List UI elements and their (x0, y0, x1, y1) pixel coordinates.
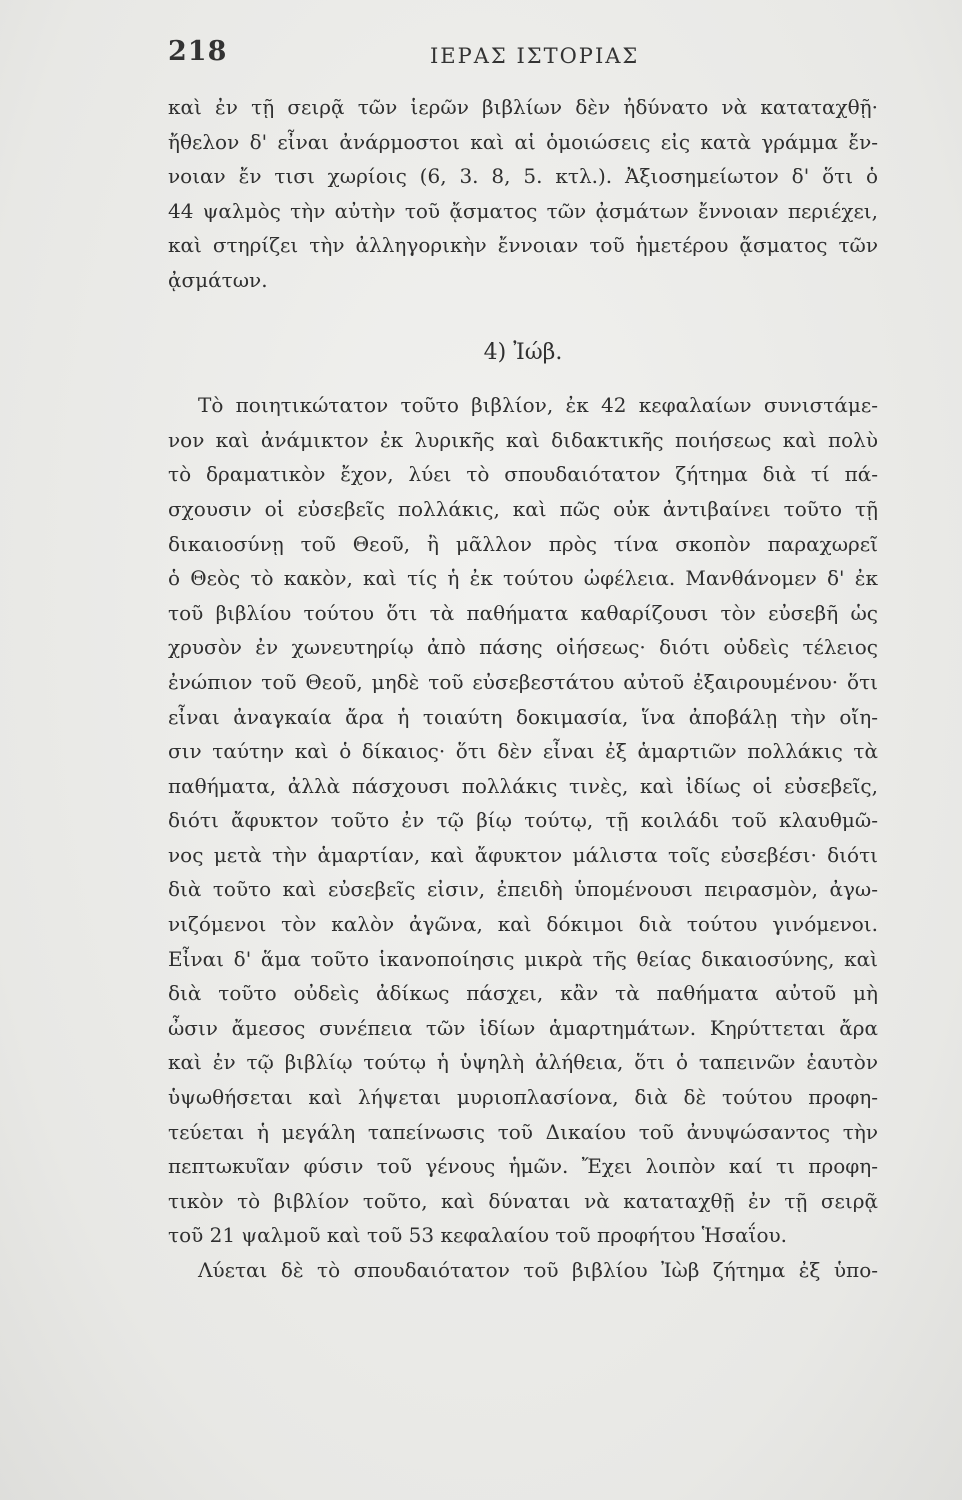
paragraph-job (168, 388, 878, 1253)
text-line: νοιαν ἔν τισι χωρίοις (6, 3. 8, 5. κτλ.). Ἀξιοσημείωτον δ' ὅτι ὁ (168, 164, 878, 189)
text-line: ἐνώπιον τοῦ Θεοῦ, μηδὲ τοῦ εὐσεβεστάτου αὐτοῦ ἐξαιρουμένου· ὅτι (168, 669, 878, 694)
text-line: ἤθελον δ' εἶναι ἀνάρμοστοι καὶ αἱ ὁμοιώσεις εἰς κατὰ γράμμα ἔν- (168, 129, 878, 154)
text-line: καὶ ἐν τῇ σειρᾷ τῶν ἱερῶν βιβλίων δὲν ἠδύνατο νὰ καταταχθῇ· (168, 95, 878, 119)
text-line: δικαιοσύνῃ τοῦ Θεοῦ, ἢ μᾶλλον πρὸς τίνα σκοπὸν παραχωρεῖ (168, 531, 878, 556)
paragraph-continuation (168, 1253, 878, 1288)
text-line: ὁ Θεὸς τὸ κακὸν, καὶ τίς ἡ ἐκ τούτου ὠφέλεια. Μανθάνομεν δ' ἐκ (168, 566, 878, 591)
text-line: 44 ψαλμὸς τὴν αὐτὴν τοῦ ᾄσματος τῶν ᾀσμάτων ἔννοιαν περιέχει, (168, 198, 878, 223)
text-line: Λύεται δὲ τὸ σπουδαιότατον τοῦ βιβλίου Ἰὼβ ζήτημα ἐξ ὑπο- (198, 1258, 878, 1282)
page-body (168, 90, 878, 1288)
text-line: τεύεται ἡ μεγάλη ταπείνωσις τοῦ Δικαίου τοῦ ἀνυψώσαντος τὴν (168, 1119, 878, 1144)
text-line: ὑψωθήσεται καὶ λήψεται μυριοπλασίονα, διὰ δὲ τούτου προφη- (168, 1085, 878, 1110)
text-line: καὶ ἐν τῷ βιβλίῳ τούτῳ ἡ ὑψηλὴ ἀλήθεια, ὅτι ὁ ταπεινῶν ἑαυτὸν (168, 1050, 878, 1075)
text-line: πεπτωκυῖαν φύσιν τοῦ γένους ἡμῶν. Ἔχει λοιπὸν καί τι προφη- (168, 1154, 878, 1179)
text-line: Τὸ ποιητικώτατον τοῦτο βιβλίον, ἐκ 42 κεφαλαίων συνιστάμε- (198, 393, 878, 418)
section-heading: 4) Ἰώβ. (483, 339, 563, 365)
text-line: νον καὶ ἀνάμικτον ἐκ λυρικῆς καὶ διδακτικῆς ποιήσεως καὶ πολὺ (168, 427, 878, 452)
text-line: Εἶναι δ' ἅμα τοῦτο ἱκανοποίησις μικρὰ τῆς θείας δικαιοσύνης, καὶ (168, 946, 878, 971)
text-line: ὦσιν ἄμεσος συνέπεια τῶν ἰδίων ἁμαρτημάτων. Κηρύττεται ἄρα (168, 1015, 878, 1040)
text-line: σιν ταύτην καὶ ὁ δίκαιος· ὅτι δὲν εἶναι ἐξ ἁμαρτιῶν πολλάκις τὰ (168, 739, 878, 764)
running-head: ΙΕΡΑΣ ΙΣΤΟΡΙΑΣ (430, 44, 640, 68)
text-line: διότι ἄφυκτον τοῦτο ἐν τῷ βίῳ τούτῳ, τῇ κοιλάδι τοῦ κλαυθμῶ- (168, 808, 878, 833)
text-line: τικὸν τὸ βιβλίον τοῦτο, καὶ δύναται νὰ καταταχθῇ ἐν τῇ σειρᾷ (168, 1188, 878, 1213)
paragraph-intro (168, 90, 878, 298)
text-line: χρυσὸν ἐν χωνευτηρίῳ ἀπὸ πάσης οἰήσεως· διότι οὐδεὶς τέλειος (168, 635, 878, 660)
text-line: εἶναι ἀναγκαία ἄρα ἡ τοιαύτη δοκιμασία, ἵνα ἀποβάλῃ τὴν οἴη- (168, 704, 878, 729)
text-line: παθήματα, ἀλλὰ πάσχουσι πολλάκις τινὲς, καὶ ἰδίως οἱ εὐσεβεῖς, (168, 773, 878, 798)
text-line: νιζόμενοι τὸν καλὸν ἀγῶνα, καὶ δόκιμοι διὰ τούτου γινόμενοι. (168, 912, 878, 937)
text-line: διὰ τοῦτο οὐδεὶς ἀδίκως πάσχει, κἂν τὰ παθήματα αὐτοῦ μὴ (168, 981, 878, 1006)
text-line: νος μετὰ τὴν ἁμαρτίαν, καὶ ἄφυκτον μάλιστα τοῖς εὐσεβέσι· διότι (168, 842, 878, 867)
text-line: ᾀσμάτων. (168, 267, 268, 292)
text-line: σχουσιν οἱ εὐσεβεῖς πολλάκις, καὶ πῶς οὐκ ἀντιβαίνει τοῦτο τῇ (168, 496, 878, 521)
page-number: 218 (168, 36, 228, 67)
text-line: τὸ δραματικὸν ἔχον, λύει τὸ σπουδαιότατον ζήτημα διὰ τί πά- (168, 462, 878, 487)
text-line: τοῦ βιβλίου τούτου ὅτι τὰ παθήματα καθαρίζουσι τὸν εὐσεβῆ ὡς (168, 600, 878, 625)
text-line: τοῦ 21 ψαλμοῦ καὶ τοῦ 53 κεφαλαίου τοῦ προφήτου Ἡσαΐου. (168, 1223, 788, 1248)
text-line: καὶ στηρίζει τὴν ἀλληγορικὴν ἔννοιαν τοῦ ἡμετέρου ᾄσματος τῶν (168, 233, 878, 258)
text-line: διὰ τοῦτο καὶ εὐσεβεῖς εἰσιν, ἐπειδὴ ὑπομένουσι πειρασμὸν, ἀγω- (168, 877, 878, 902)
page-header (168, 36, 868, 76)
